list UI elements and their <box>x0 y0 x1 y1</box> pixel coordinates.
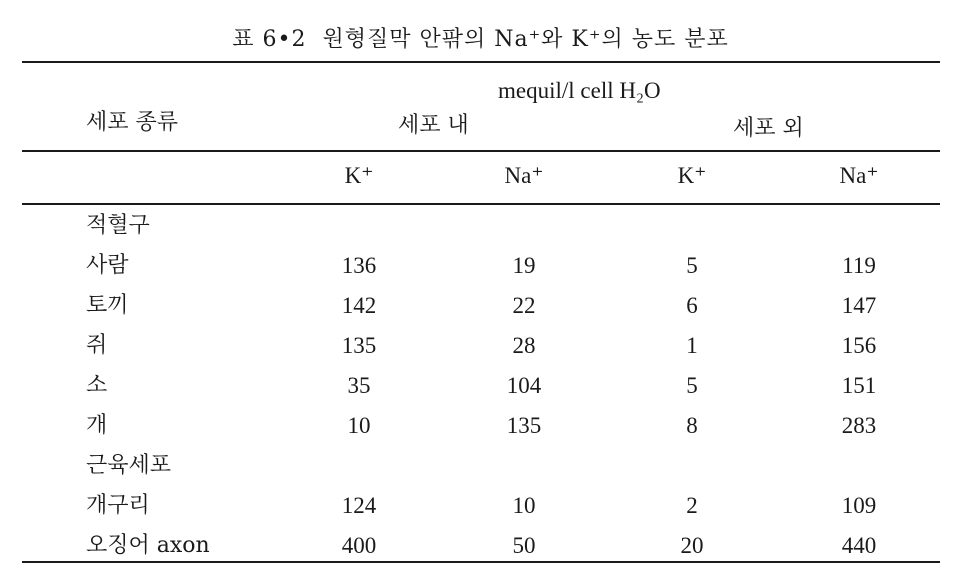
column-header-inside-k: K⁺ <box>344 163 374 188</box>
table-row <box>0 291 961 331</box>
table-row <box>0 451 961 491</box>
table-row <box>0 211 961 251</box>
column-header-inside-na: Na⁺ <box>504 163 544 188</box>
column-header-outside-na: Na⁺ <box>839 163 879 188</box>
row-label: 근육세포 <box>86 453 172 478</box>
cell-outside-k: 5 <box>686 253 698 278</box>
cell-inside-na: 19 <box>512 253 536 278</box>
bottom-rule <box>22 561 940 563</box>
cell-inside-na: 28 <box>512 333 536 358</box>
cell-inside-k: 35 <box>347 373 371 398</box>
cell-inside-k: 400 <box>341 533 377 558</box>
group-header-outside: 세포 외 <box>733 116 804 141</box>
group-header-inside: 세포 내 <box>398 113 469 138</box>
cell-outside-k: 2 <box>686 493 698 518</box>
table-row <box>0 411 961 451</box>
cell-outside-na: 151 <box>841 373 877 398</box>
header-rule <box>22 150 940 152</box>
table-row <box>0 331 961 371</box>
unit-header: mequil/l cell H₂O <box>498 78 661 103</box>
cell-outside-k: 5 <box>686 373 698 398</box>
table-row <box>0 371 961 411</box>
cell-outside-na: 440 <box>841 533 877 558</box>
cell-outside-k: 1 <box>686 333 698 358</box>
cell-inside-na: 104 <box>506 373 542 398</box>
cell-outside-k: 20 <box>680 533 704 558</box>
cell-inside-na: 10 <box>512 493 536 518</box>
cell-inside-na: 135 <box>506 413 542 438</box>
cell-outside-k: 8 <box>686 413 698 438</box>
top-rule <box>22 61 940 63</box>
cell-outside-na: 109 <box>841 493 877 518</box>
cell-outside-k: 6 <box>686 293 698 318</box>
cell-inside-k: 124 <box>341 493 377 518</box>
cell-inside-k: 136 <box>341 253 377 278</box>
cell-inside-na: 50 <box>512 533 536 558</box>
table-caption: 표 6•2 원형질막 안팎의 Na⁺와 K⁺의 농도 분포 <box>232 27 729 52</box>
cell-outside-na: 283 <box>841 413 877 438</box>
row-label: 개 <box>86 413 108 438</box>
row-label: 사람 <box>86 253 129 278</box>
row-label: 토끼 <box>86 293 129 318</box>
row-label: 적혈구 <box>86 213 150 238</box>
cell-outside-na: 147 <box>841 293 877 318</box>
table-row <box>0 531 961 571</box>
cell-outside-na: 119 <box>842 253 876 278</box>
cell-inside-na: 22 <box>512 293 536 318</box>
row-label: 오징어 axon <box>86 533 210 558</box>
table-row <box>0 491 961 531</box>
row-header: 세포 종류 <box>86 110 179 135</box>
cell-outside-na: 156 <box>841 333 877 358</box>
cell-inside-k: 10 <box>347 413 371 438</box>
column-header-rule <box>22 203 940 205</box>
cell-inside-k: 135 <box>341 333 377 358</box>
column-header-outside-k: K⁺ <box>677 163 707 188</box>
row-label: 개구리 <box>86 493 150 518</box>
table-row <box>0 251 961 291</box>
row-label: 쥐 <box>86 333 108 358</box>
table-body <box>0 211 961 571</box>
cell-inside-k: 142 <box>341 293 377 318</box>
row-label: 소 <box>86 373 108 398</box>
